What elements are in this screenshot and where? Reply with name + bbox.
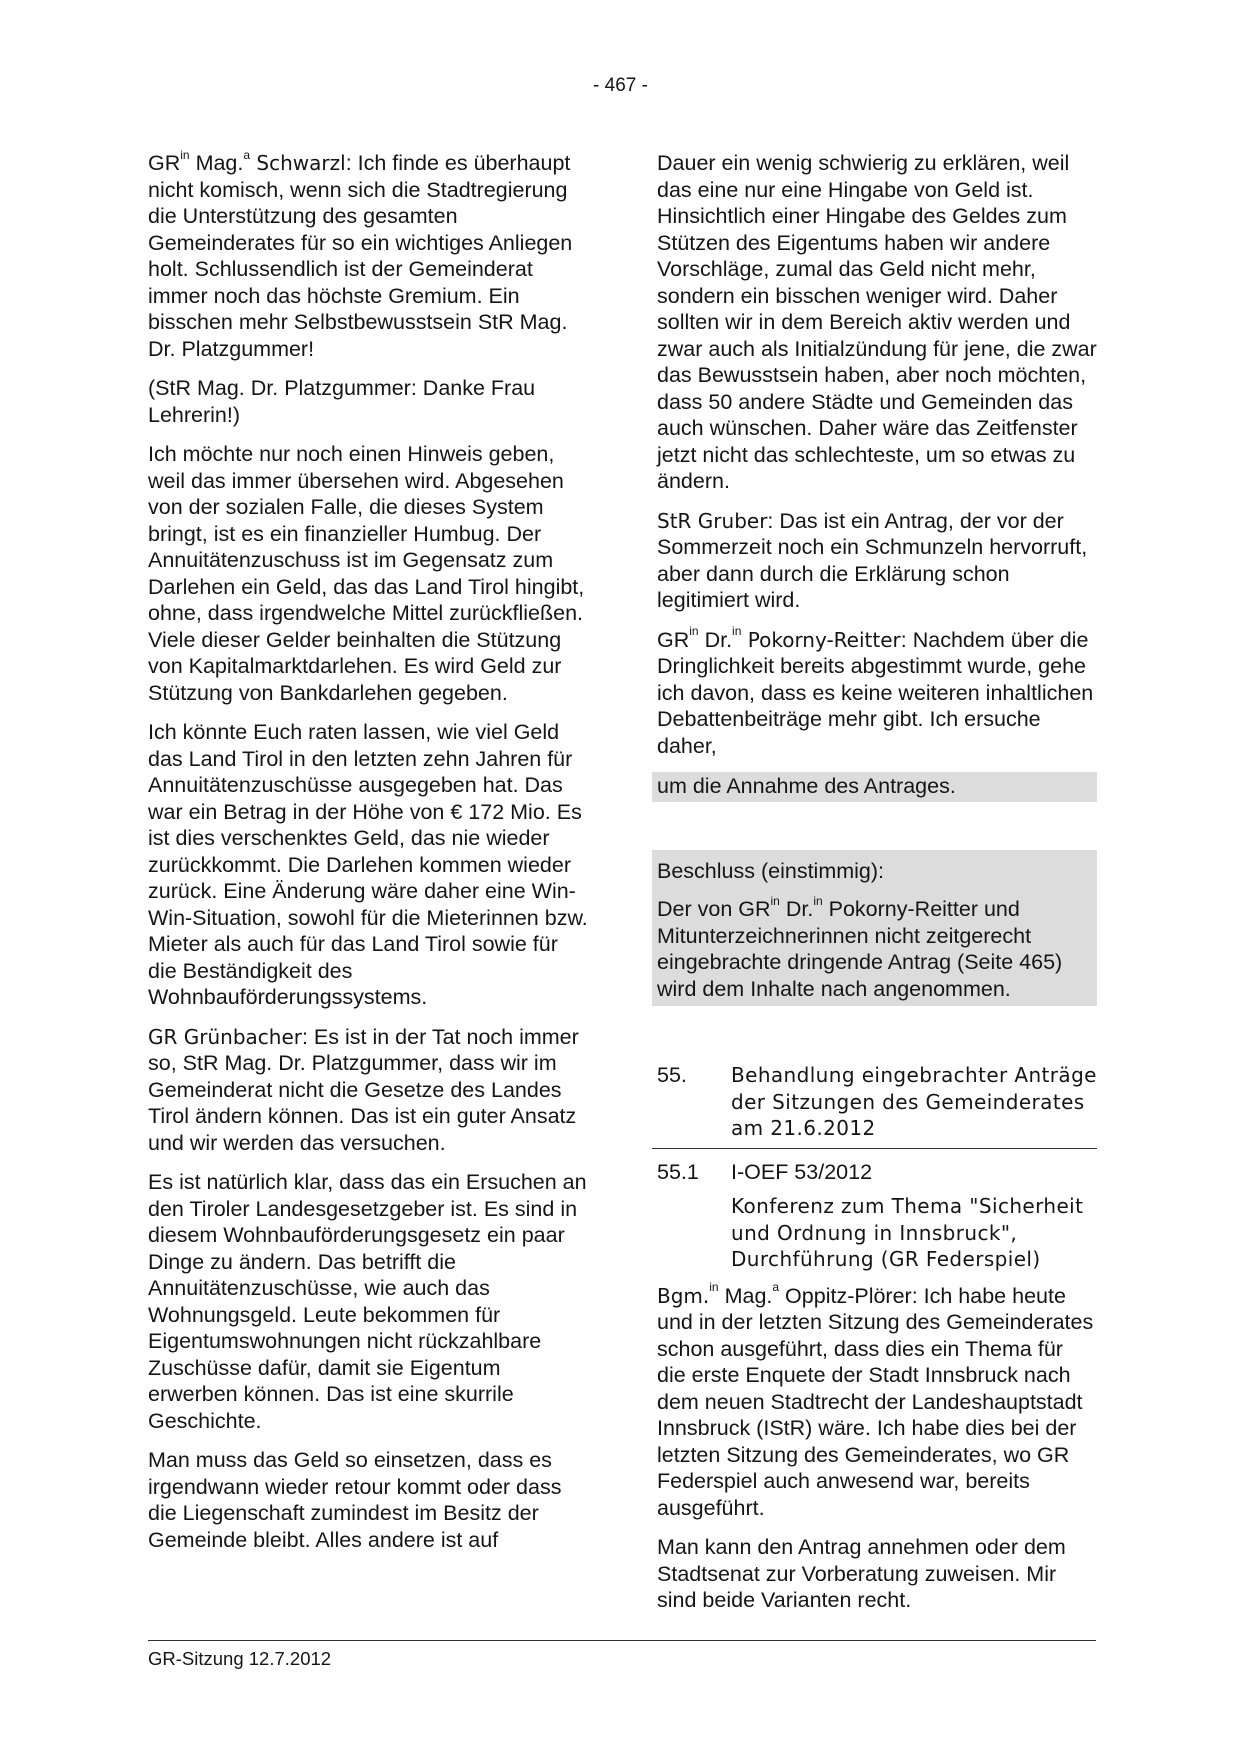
speaker-name: StR Gruber [657,508,768,533]
agenda-number: 55. [657,1063,687,1087]
paragraph-interjection: (StR Mag. Dr. Platzgummer: Danke Frau Lehrerin!) [148,376,536,427]
agenda-heading [657,1062,1097,1142]
left-column [148,147,588,1566]
paragraph-text: Dauer ein wenig schwierig zu erklären, weil das eine nur eine Hingabe von Geld ist. Hinsichtlich einer Hingabe des Geldes zum Stützen des Eigentums haben wir andere Vorschläge, zumal das Geld nicht mehr, sondern ein bisschen weniger wird. Daher sollten wir in dem Bereich aktiv werden und zwar auch als Initialzündung für jene, die zwar das Bewusstsein haben, aber noch möchten, dass 50 andere Städte und Gemeinden das auch wünschen. Daher wäre das Zeitfenster jetzt nicht das schlechteste, um so etwas zu ändern. [657,151,1097,493]
agenda-title: Behandlung eingebrachter Anträge der Sitzungen des Gemeinderates am 21.6.2012 [731,1063,1097,1140]
sub-item-title: Konferenz zum Thema "Sicherheit und Ordnung in Innsbruck", Durchführung (GR Federspiel) [731,1194,1084,1271]
speaker-name: Oppitz-Plörer [779,1283,912,1308]
paragraph-text: Ich könnte Euch raten lassen, wie viel Geld das Land Tirol in den letzten zehn Jahren für Annuitätenzuschüsse ausgegeben hat. Das war ein Betrag in der Höhe von € 172 Mio. Es ist dies verschenktes Geld, das nie wieder zurückkommt. Die Darlehen kommen wieder zurück. Eine Änderung wäre daher eine Win-Win-Situation, sowohl für die Mieterinnen bzw. Mieter als auch für das Land Tirol sowie für die Beständigkeit des Wohnbauförderungssystems. [148,720,588,1009]
decision-box [652,850,1097,1007]
sub-item-code: I-OEF 53/2012 [731,1159,873,1184]
footer-divider [148,1640,1096,1641]
motion-highlight: um die Annahme des Antrages. [652,772,1097,802]
paragraph-text: Ich möchte nur noch einen Hinweis geben, weil das immer übersehen wird. Abgesehen von der sozialen Falle, die dieses System bringt, ist es ein finanzieller Humbug. Der Annuitätenzuschuss ist im Gegensatz zum Darlehen ein Geld, das das Land Tirol hingibt, ohne, dass irgendwelche Mittel zurückfließen. Viele dieser Gelder beinhalten die Stützung von Kapitalmarktdarlehen. Es wird Geld zur Stützung von Bankdarlehen gegeben. [148,442,585,705]
paragraph-oppitz-ploerer: Bgm.$^{in}$ Mag.$^a$ Oppitz-Plörer: Ich habe heute und in der letzten Sitzung des Gemeinderates schon ausgeführt, dass dies ein Thema für die erste Enquete der Stadt Innsbruck nach dem neuen Stadtrecht der Landeshauptstadt Innsbruck (IStR) wäre. Ich habe dies bei der letzten Sitzung des Gemeinderates, wo GR Federspiel auch anwesend war, bereits ausgeführt. [657,1280,1094,1520]
paragraph-text: Man muss das Geld so einsetzen, dass es irgendwann wieder retour kommt oder dass die Liegenschaft zumindest im Besitz der Gemeinde bleibt. Alles andere ist auf [148,1448,562,1552]
paragraph-text: Man kann den Antrag annehmen oder dem Stadtsenat zur Vorberatung zuweisen. Mir sind beide Varianten recht. [657,1535,1066,1612]
paragraph-text: Es ist natürlich klar, dass das ein Ersuchen an den Tiroler Landesgesetzgeber ist. Es sind in diesem Wohnbauförderungsgesetz ein paar Dinge zu ändern. Das betrifft die Annuitätenzuschüsse, wie auch das Wohnungsgeld. Leute bekommen für Eigentumswohnungen nicht rückzahlbare Zuschüsse dafür, damit sie Eigentum erwerben können. Das ist eine skurrile Geschichte. [148,1170,587,1433]
paragraph-schwarzl: $GR^{in}$ Mag.$^a$ Schwarzl: Ich finde es überhaupt nicht komisch, wenn sich die Stadtregierung die Unterstützung des gesamten Gemeinderates für so ein wichtiges Anliegen holt. Schlussendlich ist der Gemeinderat immer noch das höchste Gremium. Ein bisschen mehr Selbstbewusstsein StR Mag. Dr. Platzgummer! [148,147,573,361]
sub-item-number: 55.1 [657,1159,699,1184]
decision-heading: Beschluss (einstimmig): [657,858,884,883]
paragraph-pokorny-reitter: $GR^{in}$ Dr.$^{in}$ Pokorny-Reitter: Nachdem über die Dringlichkeit bereits abgestimmt wurde, gehe ich davon, dass es keine weiteren inhaltlichen Debattenbeiträge mehr gibt. Ich ersuche daher, [657,624,1094,758]
right-column [657,150,1097,1627]
page-number: - 467 - [593,75,648,96]
agenda-item [657,1062,1097,1273]
paragraph-gruber: StR Gruber: Das ist ein Antrag, der vor der Sommerzeit noch ein Schmunzeln hervorruft, aber dann durch die Erklärung schon legitimiert wird. [657,508,1088,612]
paragraph-gruenbacher: GR Grünbacher: Es ist in der Tat noch immer so, StR Mag. Dr. Platzgummer, dass wir im Gemeinderat nicht die Gesetze des Landes Tirol ändern können. Das ist ein guter Ansatz und wir werden das versuchen. [148,1024,579,1155]
footer-session-date: GR-Sitzung 12.7.2012 [148,1648,332,1669]
agenda-sub-item [657,1159,1097,1273]
decision-text: Der von $GR^{in}$ Dr.$^{in}$ Pokorny-Reitter und Mitunterzeichnerinnen nicht zeitgerecht eingebrachte dringende Antrag (Seite 465) wird dem Inhalte nach angenommen. [657,893,1063,1001]
speaker-name: Pokorny-Reitter [741,627,901,652]
agenda-divider [652,1148,1097,1149]
speaker-name: Schwarzl [250,151,346,175]
speaker-name: GR Grünbacher [148,1024,302,1049]
